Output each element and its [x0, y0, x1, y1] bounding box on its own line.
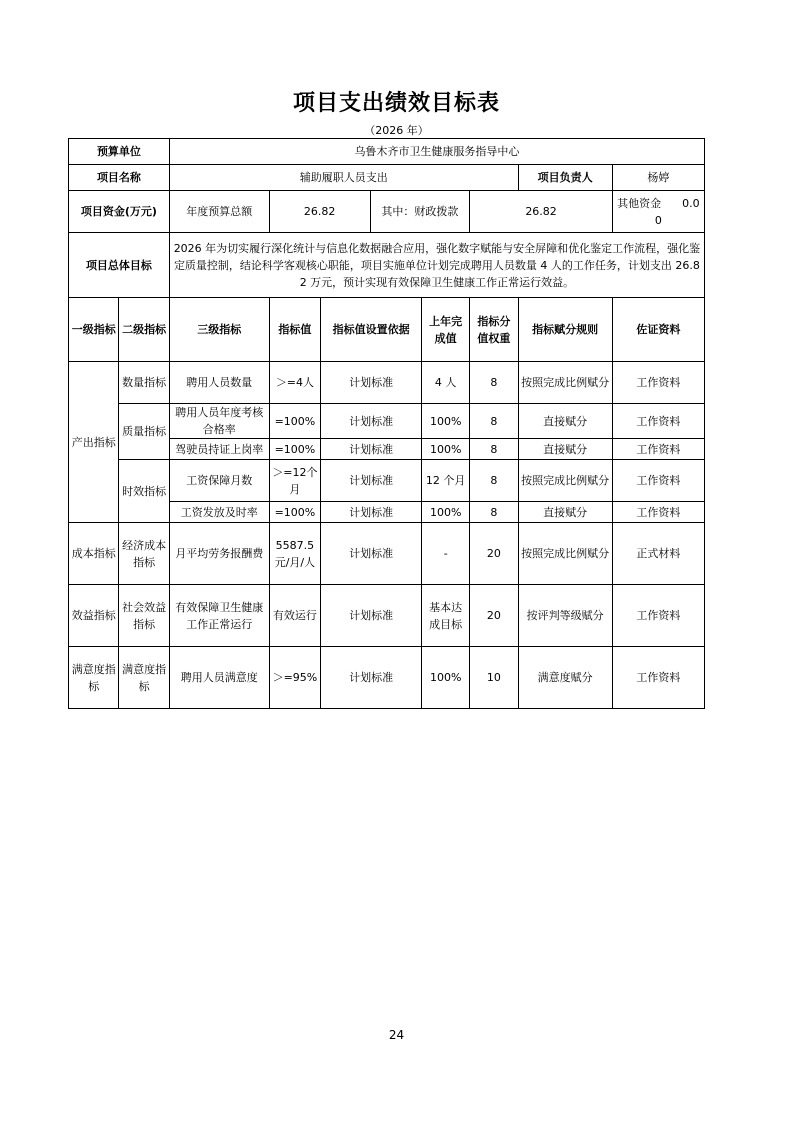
- other-funds-amount: 0.00: [654, 196, 700, 227]
- table-row: [69, 585, 705, 647]
- header-rule: 指标赋分规则: [518, 298, 612, 362]
- indicator-name: 工资发放及时率: [169, 502, 269, 523]
- indicator-value: ＞=12个月: [269, 460, 321, 502]
- budget-unit-row: [69, 139, 705, 165]
- indicator-basis: 计划标准: [321, 362, 422, 404]
- header-level2: 二级指标: [119, 298, 169, 362]
- header-evidence: 佐证资料: [612, 298, 704, 362]
- fiscal-label: 其中：财政拨款: [370, 191, 470, 233]
- indicator-rule: 按照完成比例赋分: [518, 362, 612, 404]
- indicator-value: =100%: [269, 502, 321, 523]
- indicator-name: 聘用人员数量: [169, 362, 269, 404]
- other-funds-value: [612, 191, 704, 233]
- annual-budget-label: 年度预算总额: [169, 191, 269, 233]
- indicator-evidence: 工作资料: [612, 502, 704, 523]
- indicator-basis: 计划标准: [321, 647, 422, 709]
- project-name-label: 项目名称: [69, 165, 170, 191]
- indicator-rule: 按照完成比例赋分: [518, 523, 612, 585]
- budget-unit-value: 乌鲁木齐市卫生健康服务指导中心: [169, 139, 704, 165]
- indicator-basis: 计划标准: [321, 439, 422, 460]
- indicator-value: 5587.5元/月/人: [269, 523, 321, 585]
- quality-label: 质量指标: [119, 404, 169, 460]
- indicator-rule: 按照完成比例赋分: [518, 460, 612, 502]
- annual-budget-value: 26.82: [269, 191, 370, 233]
- project-manager-label: 项目负责人: [518, 165, 612, 191]
- indicator-weight: 8: [470, 502, 518, 523]
- indicator-last: 100%: [422, 502, 470, 523]
- indicator-weight: 8: [470, 439, 518, 460]
- header-value: 指标值: [269, 298, 321, 362]
- indicator-weight: 8: [470, 460, 518, 502]
- project-manager-value: 杨婷: [612, 165, 704, 191]
- table-row: [69, 523, 705, 585]
- satisfaction-sub-label: 满意度指标: [119, 647, 169, 709]
- benefit-label: 效益指标: [69, 585, 119, 647]
- other-funds-label: 其他资金: [617, 196, 662, 210]
- goal-text: 2026 年为切实履行深化统计与信息化数据融合应用，强化数字赋能与安全屏障和优化鉴定工作流程，强化鉴定质量控制，结论科学客观核心职能，项目实施单位计划完成聘用人员数量 4 人的工作任务，计划支出 26.82 万元，预计实现有效保障卫生健康工作正常运行效益。: [169, 233, 704, 298]
- goal-row: [69, 233, 705, 298]
- project-name-value: 辅助履职人员支出: [169, 165, 518, 191]
- quantity-label: 数量指标: [119, 362, 169, 404]
- indicator-name: 聘用人员满意度: [169, 647, 269, 709]
- indicator-last: 100%: [422, 404, 470, 439]
- indicator-value: =100%: [269, 404, 321, 439]
- header-weight: 指标分值权重: [470, 298, 518, 362]
- indicator-value: 有效运行: [269, 585, 321, 647]
- funds-label: 项目资金(万元): [69, 191, 170, 233]
- table-row: [69, 647, 705, 709]
- indicator-rule: 直接赋分: [518, 502, 612, 523]
- indicator-weight: 8: [470, 362, 518, 404]
- header-last-year: 上年完成值: [422, 298, 470, 362]
- indicator-evidence: 工作资料: [612, 362, 704, 404]
- cost-sub-label: 经济成本指标: [119, 523, 169, 585]
- indicator-evidence: 工作资料: [612, 585, 704, 647]
- output-label: 产出指标: [69, 362, 119, 523]
- indicator-name: 月平均劳务报酬费: [169, 523, 269, 585]
- indicator-last: 基本达成目标: [422, 585, 470, 647]
- performance-table: [68, 138, 705, 709]
- indicator-basis: 计划标准: [321, 404, 422, 439]
- indicator-basis: 计划标准: [321, 502, 422, 523]
- indicator-weight: 20: [470, 523, 518, 585]
- indicator-name: 有效保障卫生健康工作正常运行: [169, 585, 269, 647]
- page-title: 项目支出绩效目标表: [292, 91, 500, 116]
- indicator-value: ＞=95%: [269, 647, 321, 709]
- indicator-last: 100%: [422, 439, 470, 460]
- indicator-weight: 10: [470, 647, 518, 709]
- indicator-basis: 计划标准: [321, 585, 422, 647]
- indicator-weight: 8: [470, 404, 518, 439]
- indicator-basis: 计划标准: [321, 460, 422, 502]
- indicator-evidence: 正式材料: [612, 523, 704, 585]
- header-basis: 指标值设置依据: [321, 298, 422, 362]
- indicator-evidence: 工作资料: [612, 439, 704, 460]
- indicator-evidence: 工作资料: [612, 460, 704, 502]
- indicator-rule: 直接赋分: [518, 404, 612, 439]
- indicator-name: 聘用人员年度考核合格率: [169, 404, 269, 439]
- indicator-last: 12 个月: [422, 460, 470, 502]
- satisfaction-label: 满意度指标: [69, 647, 119, 709]
- indicator-weight: 20: [470, 585, 518, 647]
- goal-label: 项目总体目标: [69, 233, 170, 298]
- project-name-row: [69, 165, 705, 191]
- budget-unit-label: 预算单位: [69, 139, 170, 165]
- indicator-name: 驾驶员持证上岗率: [169, 439, 269, 460]
- indicator-rule: 满意度赋分: [518, 647, 612, 709]
- table-row: [69, 404, 705, 439]
- indicator-evidence: 工作资料: [612, 404, 704, 439]
- year-label: （2026 年）: [364, 124, 429, 137]
- timeliness-label: 时效指标: [119, 460, 169, 523]
- table-row: [69, 460, 705, 502]
- header-level3: 三级指标: [169, 298, 269, 362]
- header-level1: 一级指标: [69, 298, 119, 362]
- indicator-value: ＞=4人: [269, 362, 321, 404]
- indicator-value: =100%: [269, 439, 321, 460]
- indicator-evidence: 工作资料: [612, 647, 704, 709]
- indicator-last: 100%: [422, 647, 470, 709]
- indicator-name: 工资保障月数: [169, 460, 269, 502]
- benefit-sub-label: 社会效益指标: [119, 585, 169, 647]
- funds-row: [69, 191, 705, 233]
- indicator-rule: 按评判等级赋分: [518, 585, 612, 647]
- cost-label: 成本指标: [69, 523, 119, 585]
- indicator-basis: 计划标准: [321, 523, 422, 585]
- fiscal-value: 26.82: [470, 191, 613, 233]
- indicator-last: 4 人: [422, 362, 470, 404]
- table-row: [69, 362, 705, 404]
- header-row: [69, 298, 705, 362]
- indicator-last: -: [422, 523, 470, 585]
- page-number: 24: [388, 1028, 405, 1042]
- indicator-rule: 直接赋分: [518, 439, 612, 460]
